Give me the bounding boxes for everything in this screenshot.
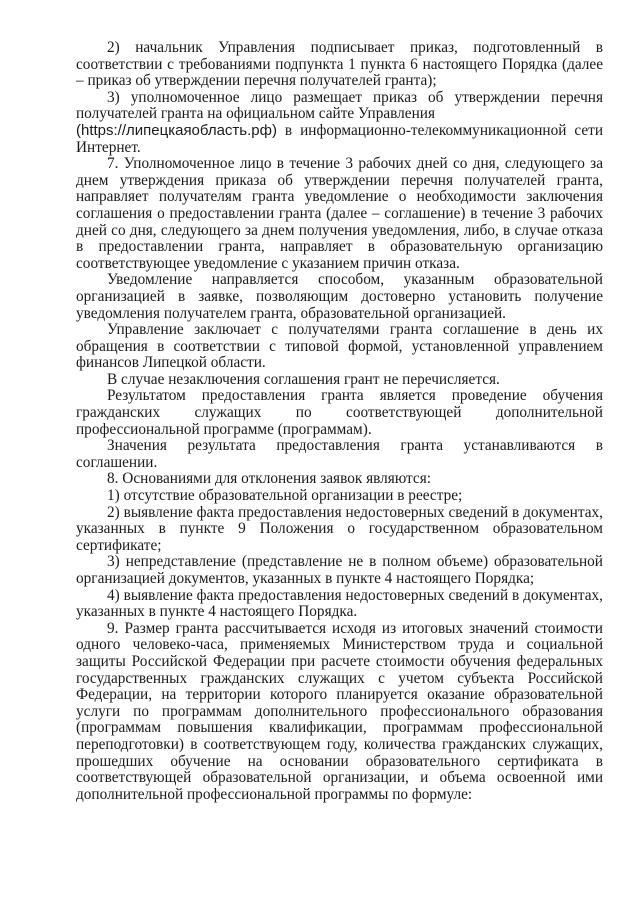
rejection-reason-4: 4) выявление факта предоставления недостоверных сведений в документах, указанных в пункте 4 настоящего Порядка. bbox=[76, 586, 603, 621]
paragraph-item-2: 2) начальник Управления подписывает приказ, подготовленный в соответствии с требованиями подпункта 1 пункта 6 настоящего Порядка (далее – приказ об утверждении перечня получателей гранта); bbox=[76, 39, 603, 90]
paragraph-point-8: 8. Основаниями для отклонения заявок являются: bbox=[107, 470, 431, 488]
paragraph-notification-method: Уведомление направляется способом, указанным образовательной организацией в заявке, позволяющим достоверно установить получение уведомления получателем гранта, образовательной организацией. bbox=[76, 271, 603, 322]
paragraph-item-3: 3) уполномоченное лицо размещает приказ об утверждении перечня получателей гранта на официальном сайте Управления bbox=[76, 88, 603, 123]
rejection-reason-3: 3) непредставление (представление не в полном объеме) образовательной организацией документов, указанных в пункте 4 настоящего Порядка; bbox=[76, 553, 603, 587]
paragraph-item-3-continued bbox=[76, 123, 603, 156]
paragraph-agreement-conclusion: Управление заключает с получателями гранта соглашение в день их обращения в соответствии с типовой формой, установленной управлением финансов Липецкой области. bbox=[76, 321, 603, 372]
paragraph-result-values: Значения результата предоставления гранта устанавливаются в соглашении. bbox=[76, 437, 603, 471]
paragraph-point-7: 7. Уполномоченное лицо в течение 3 рабочих дней со дня, следующего за днем утверждения приказа об утверждении перечня получателей гранта, направляет получателям гранта уведомление о необходимости заключения соглашения о предоставлении гранта (далее – соглашение) в течение 3 рабочих дней со дня, следующего за днем получения уведомления, либо, в случае отказа в предоставлении гранта, направляет в образовательную организацию соответствующее уведомление с указанием причин отказа. bbox=[76, 155, 603, 272]
paragraph-point-9: 9. Размер гранта рассчитывается исходя из итоговых значений стоимости одного человеко-часа, применяемых Министерством труда и социальной защиты Российской Федерации при расчете стоимости обучения федеральных государственных гражданских служащих с учетом субъекта Российской Федерации, на территории которого планируется оказание образовательной услуги по программам дополнительного профессионального образования (программам повышения квалификации, программам профессиональной переподготовки) в соответствующем году, количества гражданских служащих, прошедших обучение на основании образовательного сертификата в соответствующей образовательной организации, и объема освоенной ими дополнительной профессиональной программы по формуле: bbox=[76, 619, 603, 803]
url-line-rest: в информационно-телекоммуникационной сети Интернет. bbox=[76, 121, 604, 156]
rejection-reason-1: 1) отсутствие образовательной организации в реестре; bbox=[107, 487, 463, 505]
paragraph-non-conclusion: В случае незаключения соглашения грант не перечисляется. bbox=[107, 370, 500, 388]
paragraph-grant-result: Результатом предоставления гранта является проведение обучения гражданских служащих по соответствующей дополнительной профессиональной программе (программам). bbox=[76, 387, 603, 438]
website-url: (https://липецкаяобласть.рф) bbox=[76, 121, 277, 139]
document-page bbox=[76, 40, 603, 803]
rejection-reason-2: 2) выявление факта предоставления недостоверных сведений в документах, указанных в пункте 9 Положения о государственном образовательном сертификате; bbox=[76, 503, 603, 554]
